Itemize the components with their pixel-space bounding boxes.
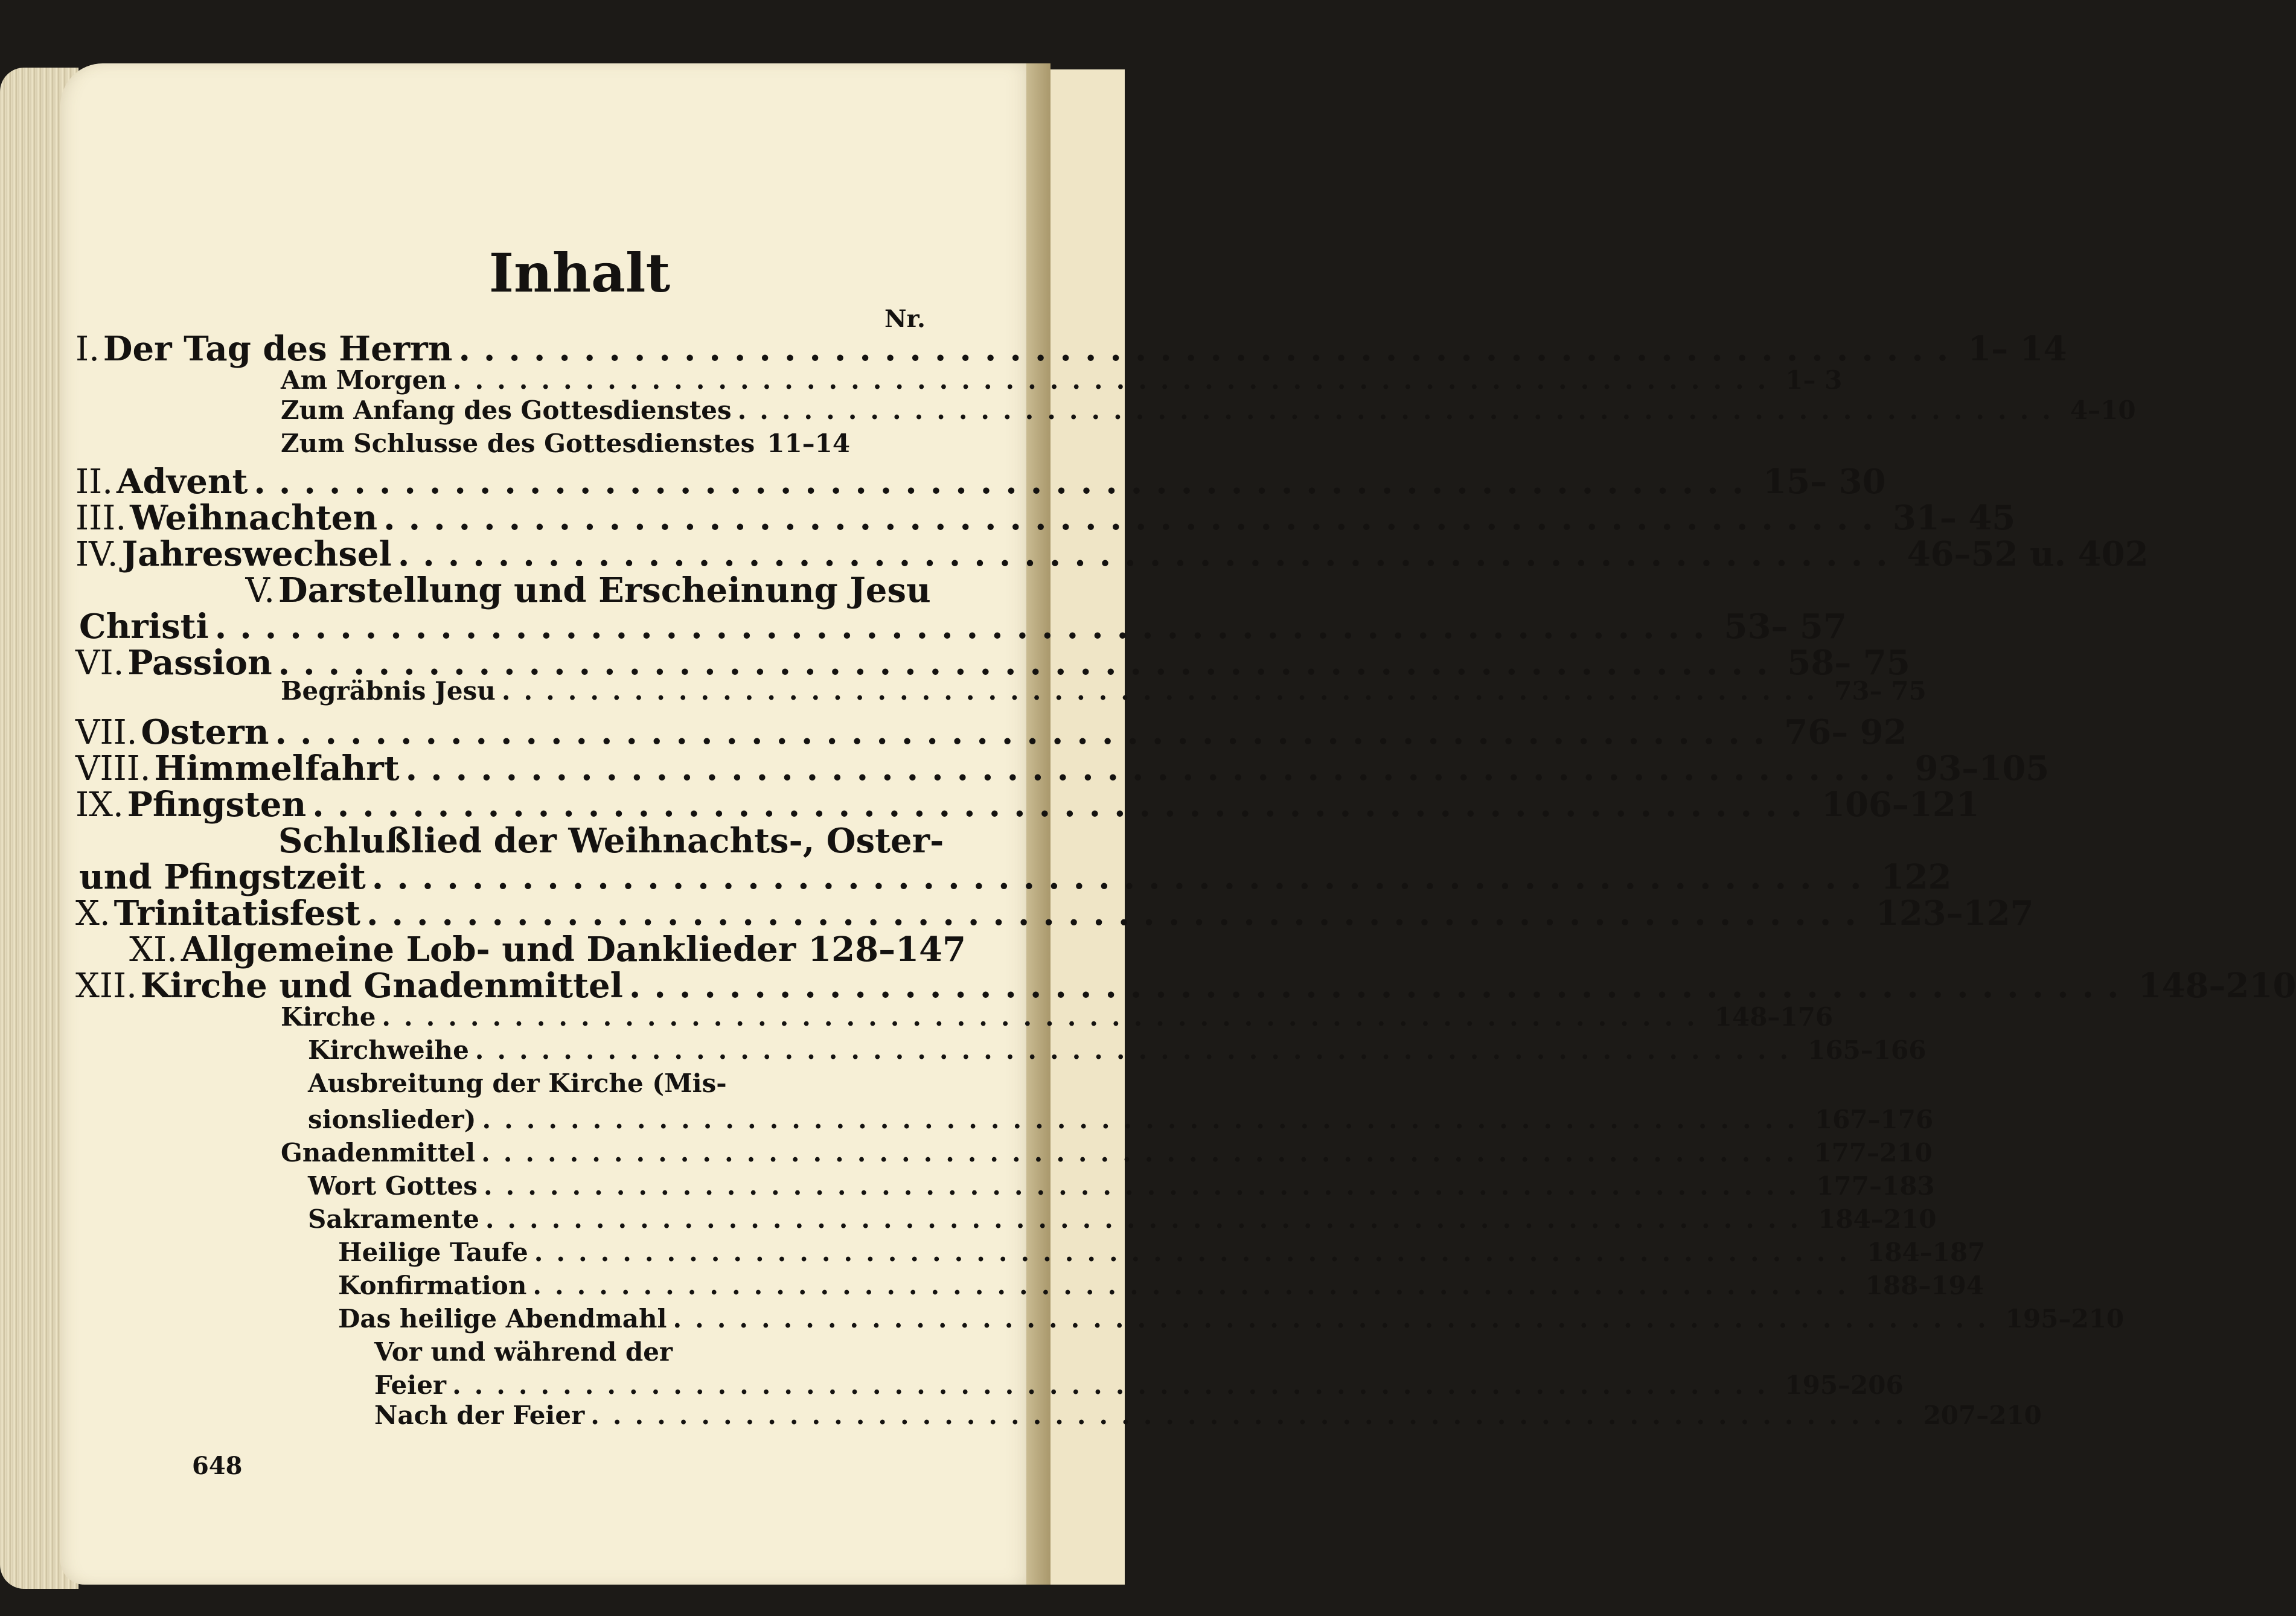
toc-entry-pages: 128–147 bbox=[808, 930, 966, 969]
toc-entry bbox=[374, 1370, 1904, 1400]
dot-leader: ............................................................ bbox=[382, 1002, 1709, 1032]
toc-entry-label: Schlußlied der Weihnachts-, Oster- bbox=[278, 821, 944, 861]
dot-leader: ............................................................ bbox=[371, 857, 1875, 897]
toc-entry-pages: 1– 14 bbox=[1968, 329, 2067, 369]
toc-entry bbox=[338, 1238, 1986, 1267]
toc-entry bbox=[75, 966, 2296, 1006]
dot-leader: ............................................................ bbox=[673, 1304, 2000, 1333]
toc-entry-label: Nach der Feier bbox=[374, 1400, 585, 1430]
dot-leader: ............................................................ bbox=[458, 329, 1962, 369]
toc-entry bbox=[281, 1138, 1933, 1167]
toc-entry bbox=[75, 570, 966, 610]
dot-leader: ............................................................ bbox=[482, 1105, 1809, 1134]
dot-leader: ............................................................ bbox=[532, 1271, 1860, 1300]
page-number: 648 bbox=[192, 1452, 243, 1480]
toc-entry-number: X. bbox=[75, 894, 110, 933]
dot-leader: ............................................................ bbox=[534, 1238, 1861, 1267]
toc-entry-pages: 106–121 bbox=[1821, 785, 1980, 825]
dot-leader: ............................................................ bbox=[405, 749, 1909, 788]
toc-entry-number: IX. bbox=[75, 785, 124, 825]
toc-entry-label: Kirchweihe bbox=[308, 1035, 469, 1065]
toc-entry-label: Vor und während der bbox=[374, 1337, 673, 1367]
toc-entry bbox=[75, 498, 2016, 538]
toc-entry-label: Allgemeine Lob- und Danklieder bbox=[181, 930, 796, 969]
toc-entry-pages: 31– 45 bbox=[1892, 498, 2016, 538]
toc-entry bbox=[374, 1337, 836, 1366]
toc-entry-label: und Pfingstzeit bbox=[79, 857, 366, 897]
toc-entry-pages: 123–127 bbox=[1875, 893, 2034, 933]
toc-entry bbox=[75, 821, 966, 861]
toc-entry bbox=[281, 395, 2136, 425]
toc-entry-label: Gnadenmittel bbox=[281, 1138, 476, 1167]
toc-entry-label: Das heilige Abendmahl bbox=[338, 1304, 667, 1333]
dot-leader: ............................................................ bbox=[452, 365, 1780, 395]
toc-entry-pages: 15– 30 bbox=[1763, 462, 1886, 502]
toc-entry bbox=[338, 1304, 2125, 1333]
toc-entry-number: VII. bbox=[75, 713, 138, 752]
dot-leader: ............................................................ bbox=[501, 676, 1829, 706]
toc-entry bbox=[75, 785, 1980, 825]
toc-entry bbox=[75, 749, 2050, 788]
dot-leader: ............................................................ bbox=[397, 534, 1901, 574]
dot-leader: ............................................................ bbox=[452, 1370, 1779, 1400]
toc-entry bbox=[281, 676, 1927, 706]
toc-entry-pages: 93–105 bbox=[1914, 749, 2050, 788]
dot-leader: ............................................................ bbox=[481, 1138, 1808, 1167]
toc-entry bbox=[75, 534, 2149, 574]
dot-leader: ............................................................ bbox=[383, 498, 1887, 538]
toc-entry-label: Jahreswechsel bbox=[121, 534, 392, 574]
toc-entry-label: Begräbnis Jesu bbox=[281, 676, 496, 706]
toc-entry bbox=[75, 462, 1886, 502]
toc-entry bbox=[75, 607, 1847, 647]
toc-entry bbox=[308, 1068, 836, 1097]
dot-leader: ............................................................ bbox=[254, 462, 1757, 502]
toc-entry-label: Advent bbox=[117, 462, 248, 502]
toc-entry bbox=[338, 1271, 1984, 1300]
toc-entry-label: Zum Anfang des Gottesdienstes bbox=[281, 395, 732, 425]
toc-entry-pages: 148–176 bbox=[1714, 1002, 1834, 1032]
toc-entry-label: Pfingsten bbox=[127, 785, 307, 825]
toc-entry-pages: 76– 92 bbox=[1784, 712, 1907, 752]
toc-entry-number: VI. bbox=[75, 644, 124, 683]
page-title: Inhalt bbox=[488, 241, 671, 304]
toc-entry-pages: 148–210 bbox=[2138, 966, 2296, 1006]
toc-entry-label: Kirche und Gnadenmittel bbox=[140, 966, 623, 1006]
dot-leader: ............................................................ bbox=[485, 1204, 1812, 1234]
toc-entry-number: XI. bbox=[129, 930, 177, 969]
dot-leader: ............................................................ bbox=[628, 966, 2132, 1006]
toc-entry-pages: 11–14 bbox=[767, 429, 851, 458]
dot-leader: ............................................................ bbox=[366, 893, 1870, 933]
toc-entry-pages: 1– 3 bbox=[1785, 365, 1843, 395]
toc-entry-number: III. bbox=[75, 499, 127, 538]
toc-entry bbox=[308, 1204, 1937, 1234]
dot-leader: ............................................................ bbox=[275, 712, 1779, 752]
toc-entry-label: Darstellung und Erscheinung Jesu bbox=[278, 570, 931, 610]
dot-leader: ............................................................ bbox=[590, 1400, 1917, 1430]
toc-entry bbox=[75, 930, 966, 969]
toc-entry-label: Passion bbox=[127, 643, 272, 683]
toc-entry-label: Himmelfahrt bbox=[154, 749, 400, 788]
toc-entry-pages: 188–194 bbox=[1865, 1271, 1984, 1300]
toc-entry bbox=[308, 1105, 1934, 1134]
toc-entry-label: Heilige Taufe bbox=[338, 1238, 528, 1267]
dot-leader: ............................................................ bbox=[737, 395, 2064, 425]
toc-entry-label: Der Tag des Herrn bbox=[103, 329, 453, 369]
toc-entry-label: Trinitatisfest bbox=[114, 893, 360, 933]
toc-entry-pages: 58– 75 bbox=[1787, 643, 1910, 683]
toc-entry-pages: 177–210 bbox=[1814, 1138, 1933, 1167]
toc-entry bbox=[281, 429, 851, 458]
toc-entry-label: Wort Gottes bbox=[308, 1171, 478, 1201]
toc-entry bbox=[374, 1400, 2042, 1430]
toc-entry-label: Zum Schlusse des Gottesdienstes bbox=[281, 429, 755, 458]
toc-entry-pages: 195–210 bbox=[2005, 1304, 2125, 1333]
toc-entry-pages: 195–206 bbox=[1785, 1370, 1904, 1400]
toc-entry-number: VIII. bbox=[75, 749, 151, 788]
toc-entry-label: sionslieder) bbox=[308, 1105, 476, 1134]
toc-entry-number: V. bbox=[245, 571, 275, 610]
toc-entry-label: Weihnachten bbox=[130, 498, 378, 538]
dot-leader: ............................................................ bbox=[278, 643, 1782, 683]
toc-entry-label: Am Morgen bbox=[281, 365, 447, 395]
toc-entry-label: Feier bbox=[374, 1370, 447, 1400]
toc-entry-pages: 184–187 bbox=[1867, 1238, 1986, 1267]
toc-entry-pages: 53– 57 bbox=[1724, 607, 1847, 647]
toc-entry bbox=[75, 893, 2034, 933]
toc-entry-pages: 46–52 u. 402 bbox=[1907, 534, 2149, 574]
toc-entry bbox=[75, 857, 1952, 897]
toc-entry bbox=[308, 1171, 1935, 1201]
toc-entry bbox=[281, 365, 1843, 395]
toc-entry bbox=[75, 712, 1907, 752]
dot-leader: ............................................................ bbox=[312, 785, 1815, 825]
toc-entry bbox=[75, 643, 1910, 683]
toc-entry-label: Konfirmation bbox=[338, 1271, 527, 1300]
toc-entry bbox=[308, 1035, 1927, 1065]
toc-entry-pages: 184–210 bbox=[1818, 1204, 1937, 1234]
toc-entry-label: Christi bbox=[79, 607, 209, 647]
toc-entry-pages: 4–10 bbox=[2070, 395, 2136, 425]
toc-entry-label: Ausbreitung der Kirche (Mis- bbox=[308, 1068, 727, 1098]
toc-entry-number: II. bbox=[75, 462, 114, 502]
dot-leader: ............................................................ bbox=[475, 1035, 1802, 1065]
toc-entry-label: Kirche bbox=[281, 1002, 376, 1032]
toc-entry-number: XII. bbox=[75, 966, 137, 1006]
toc-entry-pages: 122 bbox=[1881, 857, 1952, 897]
toc-entry-label: Sakramente bbox=[308, 1204, 479, 1234]
toc-entry-number: I. bbox=[75, 330, 100, 369]
toc-entry bbox=[281, 1002, 1834, 1032]
dot-leader: ............................................................ bbox=[214, 607, 1718, 647]
toc-entry bbox=[75, 329, 2067, 369]
toc-entry-pages: 73– 75 bbox=[1834, 676, 1927, 706]
toc-entry-pages: 177–183 bbox=[1816, 1171, 1935, 1201]
toc-entry-pages: 165–166 bbox=[1808, 1035, 1927, 1065]
toc-entry-pages: 167–176 bbox=[1814, 1105, 1934, 1134]
toc-entry-pages: 207–210 bbox=[1923, 1400, 2042, 1430]
toc-entry-number: IV. bbox=[75, 535, 118, 574]
dot-leader: ............................................................ bbox=[483, 1171, 1811, 1201]
toc-entry-label: Ostern bbox=[141, 712, 269, 752]
